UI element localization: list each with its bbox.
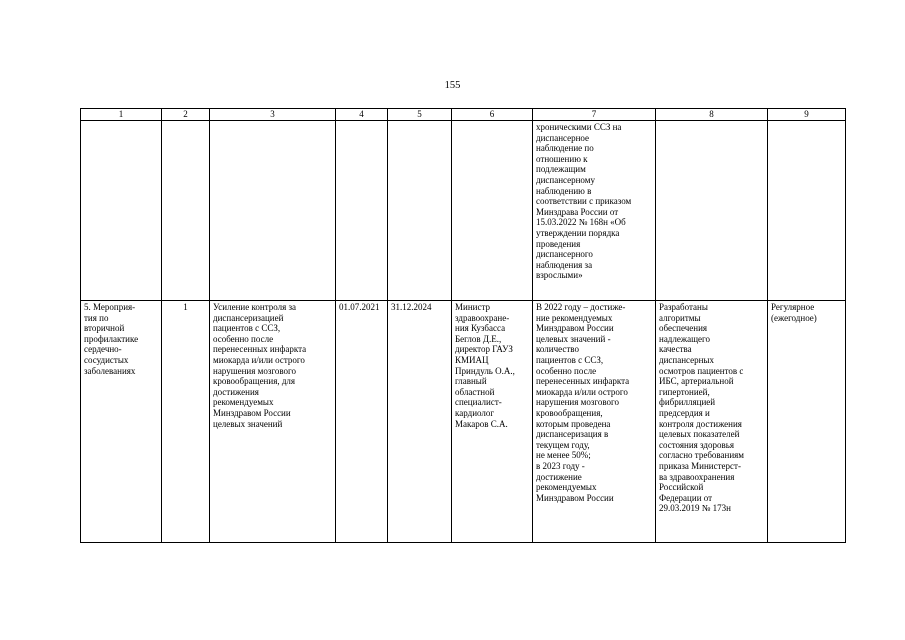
table-cell	[210, 121, 336, 301]
target-indicator-cell: В 2022 году – достиже- ние рекомендуемых Минздравом России целевых значений - количество пациентов с ССЗ, особенно после перенесенных инфаркта миокарда и/или острого нарушения мозгового кровообращения, которым проведена диспансеризация в текущем году, не менее 50%; в 2023 году - достижение рекомендуемых Минздравом России	[533, 301, 656, 543]
result-cell: Разработаны алгоритмы обеспечения надлежащего качества диспансерных осмотров пациентов с ИБС, артериальной гипертонией, фибрилляцией предсердия и контроля достижения целевых показателей состояния здоровья согласно требованиям приказа Министерст- ва здравоохранения Российской Федерации от 29.03.2019 № 173н	[656, 301, 768, 543]
header-cell: 5	[388, 109, 452, 121]
table-cell	[162, 121, 210, 301]
table-cell	[768, 121, 846, 301]
table-cell	[388, 121, 452, 301]
header-cell: 7	[533, 109, 656, 121]
table-header-row	[81, 109, 846, 121]
page-number: 155	[444, 80, 461, 91]
measure-name-cell: 5. Мероприя- тия по вторичной профилактике сердечно- сосудистых заболеваниях	[81, 301, 162, 543]
action-description-cell: Усиление контроля за диспансеризацией пациентов с ССЗ, особенно после перенесенных инфаркта миокарда и/или острого нарушения мозгового кровообращения, для достижения рекомендуемых Минздравом России целевых значений	[210, 301, 336, 543]
item-number-cell: 1	[162, 301, 210, 543]
header-cell: 6	[452, 109, 533, 121]
header-cell: 4	[336, 109, 388, 121]
start-date-cell: 01.07.2021	[336, 301, 388, 543]
table-cell	[656, 121, 768, 301]
header-cell: 1	[81, 109, 162, 121]
measures-table	[80, 108, 846, 543]
table-cell	[452, 121, 533, 301]
frequency-cell: Регулярное (ежегодное)	[768, 301, 846, 543]
end-date-cell: 31.12.2024	[388, 301, 452, 543]
header-cell: 2	[162, 109, 210, 121]
header-cell: 8	[656, 109, 768, 121]
header-cell: 3	[210, 109, 336, 121]
table-cell: хроническими ССЗ на диспансерное наблюдение по отношению к подлежащим диспансерному наблюдению в соответствии с приказом Минздрава России от 15.03.2022 № 168н «Об утверждении порядка проведения диспансерного наблюдения за взрослыми»	[533, 121, 656, 301]
table-row	[81, 301, 846, 543]
table-cell	[336, 121, 388, 301]
responsible-cell: Министр здравоохране- ния Кузбасса Беглов Д.Е., директор ГАУЗ КМИАЦ Приндуль О.А., главный областной специалист- кардиолог Макаров С.А.	[452, 301, 533, 543]
table-row	[81, 121, 846, 301]
header-cell: 9	[768, 109, 846, 121]
table-cell	[81, 121, 162, 301]
